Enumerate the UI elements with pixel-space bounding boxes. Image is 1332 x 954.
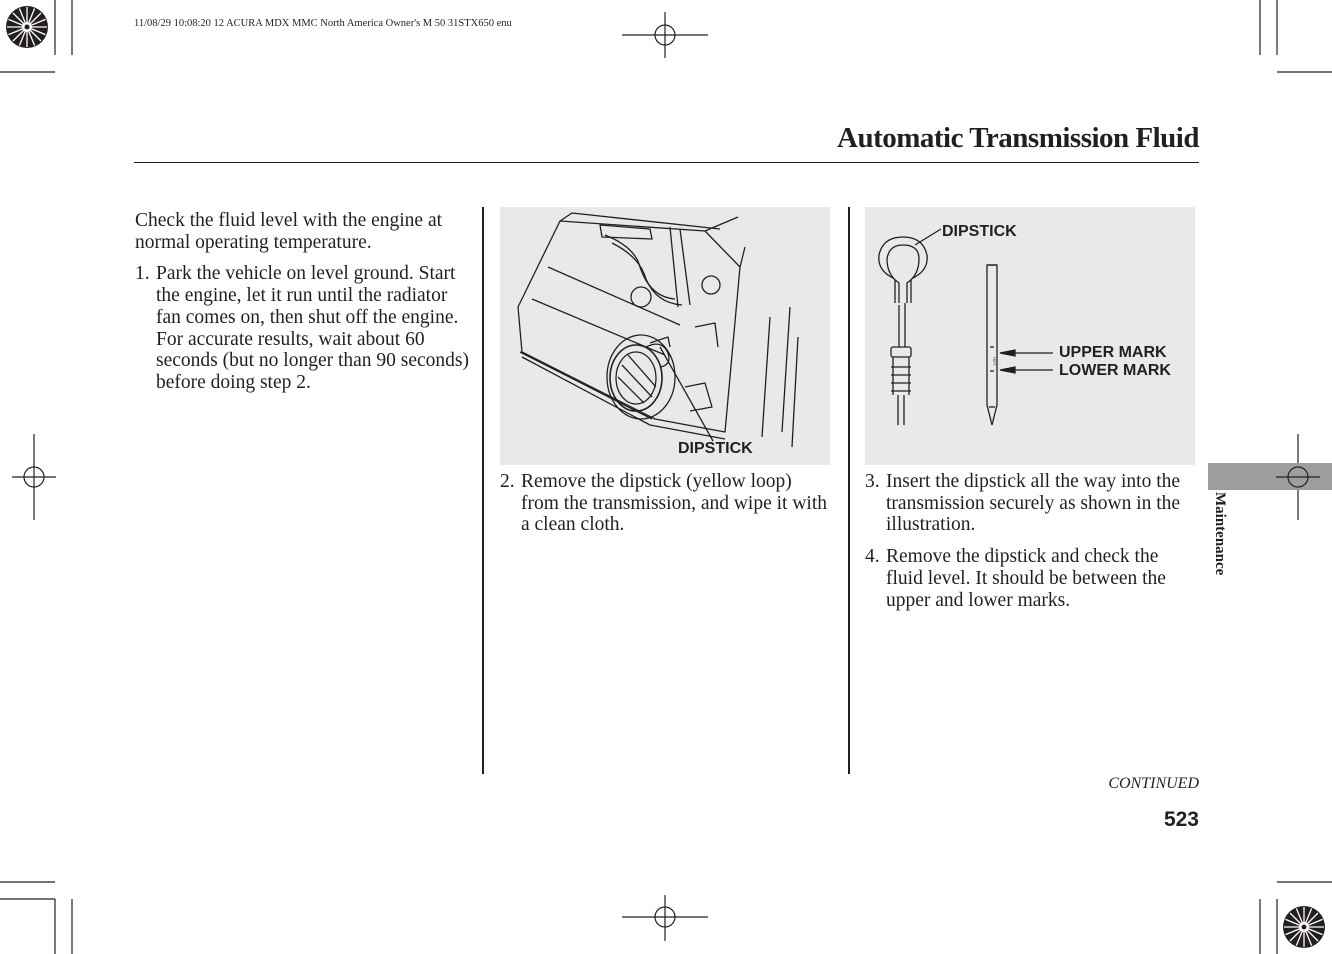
- section-tab-label: Maintenance: [1212, 492, 1228, 576]
- step-1: [135, 263, 470, 393]
- continued-label: CONTINUED: [1108, 775, 1199, 792]
- column-divider: [848, 207, 850, 774]
- figure-dipstick-location: [500, 207, 830, 465]
- dipstick-label: DIPSTICK: [678, 440, 753, 457]
- step-2: [500, 471, 830, 536]
- figure-dipstick-marks: [865, 207, 1195, 465]
- column-divider: [482, 207, 484, 774]
- step-number: 3.: [865, 471, 880, 492]
- lower-mark-label: LOWER MARK: [1059, 362, 1171, 379]
- step-number: 2.: [500, 471, 515, 492]
- column-2: [500, 471, 830, 546]
- step-number: 1.: [135, 263, 150, 285]
- dipstick-label: DIPSTICK: [942, 223, 1017, 240]
- page-number: 523: [1163, 808, 1199, 831]
- registration-crosshair: [1276, 455, 1320, 499]
- step-text: Remove the dipstick (yellow loop) from the transmission, and wipe it with a clean cloth.: [521, 471, 828, 536]
- step-3: [865, 471, 1200, 536]
- engine-bay-illustration: [500, 207, 830, 465]
- intro-paragraph: Check the fluid level with the engine at normal operating temperature.: [135, 210, 443, 253]
- page-title: Automatic Transmission Fluid: [837, 122, 1199, 154]
- column-3: [865, 471, 1200, 621]
- step-text: Remove the dipstick and check the fluid level. It should be between the upper and lower marks.: [886, 546, 1166, 611]
- column-1: [135, 210, 470, 404]
- dipstick-illustration: [865, 207, 1195, 465]
- step-text: Park the vehicle on level ground. Start the engine, let it run until the radiator fan comes on, then shut off the engine. For accurate results, wait about 60 seconds (but no longer than 90 seconds) before doing step 2.: [156, 263, 470, 393]
- dipstick-leader-line: [660, 347, 713, 441]
- step-text: Insert the dipstick all the way into the transmission securely as shown in the illustration.: [886, 471, 1181, 536]
- step-4: [865, 546, 1200, 611]
- print-job-info: 11/08/29 10:08:20 12 ACURA MDX MMC North America Owner's M 50 31STX650 enu: [134, 18, 512, 29]
- title-rule: [134, 162, 1199, 163]
- svg-text:HOT: HOT: [992, 357, 997, 366]
- upper-mark-label: UPPER MARK: [1059, 344, 1167, 361]
- step-number: 4.: [865, 546, 880, 568]
